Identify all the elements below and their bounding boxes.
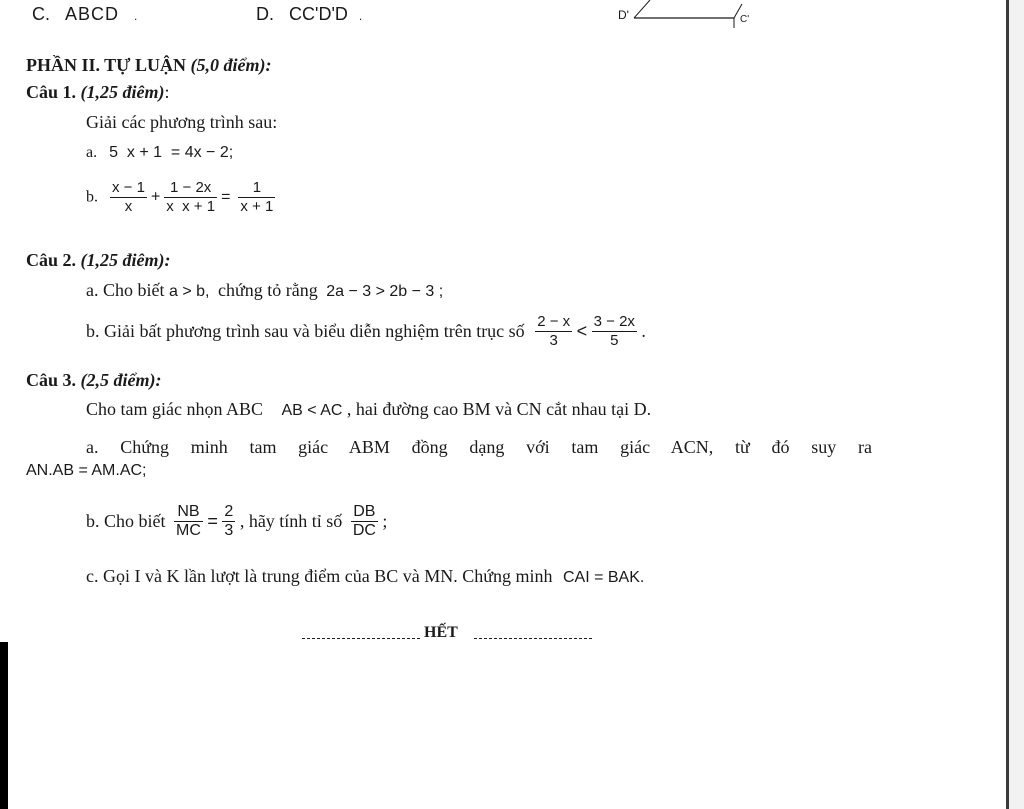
q1-b-frac2-num: 1 − 2x: [164, 179, 217, 198]
part2-title-text: PHẦN II. TỰ LUẬN: [26, 55, 187, 75]
q1-points: (1,25 điêm): [80, 82, 165, 102]
q1-part-a: [86, 144, 233, 162]
q3-b-frac1: [174, 503, 203, 540]
q3-intro2: , hai đường cao BM và CN cắt nhau tại D.: [346, 399, 652, 419]
q3-b-frac3-den: DC: [352, 522, 376, 539]
q2-a-expr2: 2a − 3 > 2b − 3 ;: [326, 283, 444, 300]
end-text: HẾT: [424, 624, 458, 641]
q1-b-frac3-den: x + 1: [240, 198, 274, 215]
q2-b-dot: .: [641, 321, 646, 341]
q1-b-frac2: [164, 179, 217, 216]
q2-b-frac1: [535, 313, 572, 350]
option-c-label: C.: [32, 4, 50, 24]
q3-c-expr: CAI = BAK.: [562, 569, 645, 586]
option-c-value: ABCD: [65, 4, 120, 24]
q2-a-expr1: a > b,: [169, 283, 210, 300]
q3-b-frac2-den: 3: [224, 522, 234, 539]
option-c-dot: .: [134, 9, 138, 23]
q3-part-a-line2: AN.AB = AM.AC;: [26, 462, 147, 479]
q3-b-text1: b. Cho biết: [86, 511, 166, 531]
q2-heading: [26, 250, 171, 271]
option-d: [256, 4, 362, 25]
q3-intro1: Cho tam giác nhọn ABC: [86, 399, 263, 419]
part2-title: [26, 55, 272, 76]
q1-colon: :: [164, 82, 170, 102]
q1-b-frac2-den: x x + 1: [166, 198, 216, 215]
part2-points: (5,0 điểm):: [190, 55, 272, 75]
q1-part-b: [86, 179, 275, 216]
q1-b-frac3: [238, 179, 275, 216]
q1-a-label: a.: [86, 144, 98, 161]
q2-b-frac1-den: 3: [549, 332, 558, 349]
q2-b-lt: <: [576, 321, 588, 341]
q1-b-frac1: [110, 179, 147, 216]
option-d-dot: .: [358, 9, 363, 23]
q3-b-semicolon: ;: [382, 511, 388, 531]
q2-part-b: [86, 313, 646, 350]
q2-b-frac2: [592, 313, 637, 350]
q2-b-frac2-den: 5: [610, 332, 619, 349]
q1-b-frac3-num: 1: [238, 179, 275, 198]
q2-part-a: [86, 280, 443, 301]
q2-a-text2: chứng tỏ rằng: [217, 280, 318, 300]
q3-part-c: [86, 566, 644, 587]
end-dash-right: [474, 638, 592, 639]
q3-intro-expr: AB < AC: [281, 402, 343, 419]
q1-b-frac1-den: x: [124, 198, 133, 215]
q2-points: (1,25 điêm):: [80, 250, 171, 270]
q1-b-plus: +: [150, 188, 161, 206]
q2-b-frac2-num: 3 − 2x: [593, 313, 635, 330]
q3-c-text: c. Gọi I và K lần lượt là trung điểm của BC và MN. Chứng minh: [86, 566, 553, 586]
q3-b-frac2-num: 2: [224, 503, 234, 520]
q3-heading-label: Câu 3.: [26, 370, 77, 390]
q3-b-frac2: [222, 503, 235, 540]
q3-intro: [86, 399, 651, 420]
q3-b-frac3: [351, 503, 378, 540]
q1-heading: [26, 82, 170, 103]
q3-part-b: [86, 503, 387, 540]
q3-b-frac1-den: MC: [176, 522, 201, 539]
prism-figure-fragment: [630, 0, 750, 28]
page-margin-right: [1009, 0, 1024, 809]
q3-b-frac3-num: DB: [351, 503, 378, 522]
option-d-label: D.: [256, 4, 274, 24]
q3-b-frac1-num: NB: [174, 503, 203, 522]
page-edge-left: [0, 642, 8, 809]
q3-part-a-line1: a. Chứng minh tam giác ABM đồng dạng với tam giác ACN, từ đó suy ra: [86, 437, 872, 457]
figure-label-c-prime: C': [740, 14, 750, 25]
q1-a-expr: 5 x + 1 = 4x − 2;: [109, 144, 234, 161]
option-d-value: CC'D'D: [289, 4, 348, 24]
end-marker: [302, 624, 592, 644]
end-dash-left: [302, 638, 420, 639]
q2-b-frac1-num: 2 − x: [537, 313, 571, 330]
q2-a-text1: a. Cho biết: [86, 280, 165, 300]
q3-heading: [26, 370, 162, 391]
q3-b-eq: =: [207, 511, 218, 531]
option-c: [32, 4, 137, 25]
q3-points: (2,5 điểm):: [80, 370, 162, 390]
figure-label-d-prime: D': [618, 8, 629, 22]
q1-intro: Giải các phương trình sau:: [86, 112, 278, 132]
q1-heading-label: Câu 1.: [26, 82, 77, 102]
q3-b-text2: , hãy tính tỉ số: [239, 511, 343, 531]
q1-b-label: b.: [86, 188, 98, 206]
q2-b-text: b. Giải bất phương trình sau và biểu diễn nghiệm trên trục số: [86, 321, 525, 341]
q1-b-frac1-num: x − 1: [112, 179, 145, 196]
q2-heading-label: Câu 2.: [26, 250, 77, 270]
q1-b-eq: =: [221, 188, 231, 206]
